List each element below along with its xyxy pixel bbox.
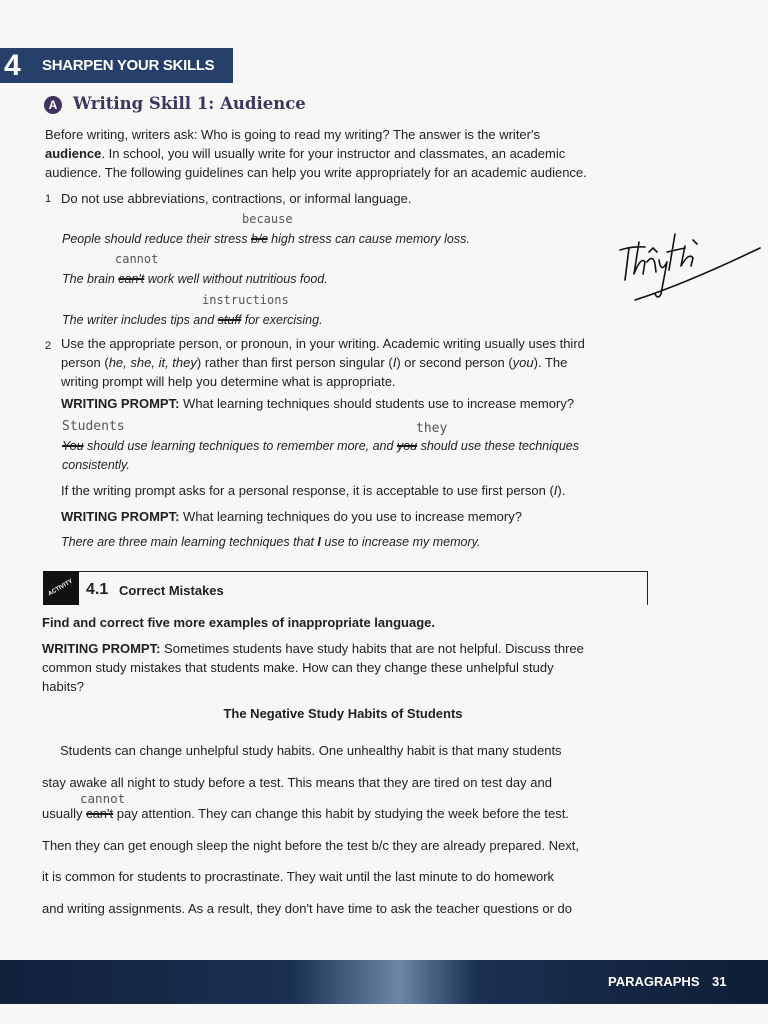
- example-sentence: You should use learning techniques to remember more, and you should use these techniques: [62, 439, 580, 453]
- handwritten-signature: [615, 222, 765, 304]
- example-sentence: The writer includes tips and stuff for exercising.: [62, 313, 323, 327]
- essay-title: The Negative Study Habits of Students: [223, 706, 463, 721]
- activity-prompt-line-2: common study mistakes that students make. How can they change these unhelpful study: [42, 660, 554, 675]
- guideline-2-line-1: Use the appropriate person, or pronoun, in your writing. Academic writing usually uses third: [61, 336, 585, 351]
- example-sentence: People should reduce their stress b/c high stress can cause memory loss.: [62, 232, 470, 246]
- guideline-1-text: Do not use abbreviations, contractions, or informal language.: [61, 191, 412, 206]
- essay-line: stay awake all night to study before a test. This means that they are tired on test day and: [42, 775, 552, 790]
- example-sentence-cont: consistently.: [62, 458, 130, 472]
- handwritten-correction: they: [416, 421, 448, 436]
- example-sentence: The brain can't work well without nutritious food.: [62, 272, 328, 286]
- essay-line: Students can change unhelpful study habits. One unhealthy habit is that many students: [60, 743, 562, 758]
- activity-prompt-line-3: habits?: [42, 679, 84, 694]
- activity-prompt-line-1: WRITING PROMPT: Sometimes students have study habits that are not helpful. Discuss three: [42, 641, 584, 656]
- intro-line-2: audience. In school, you will usually write for your instructor and classmates, an academic: [45, 146, 566, 161]
- intro-line-3: audience. The following guidelines can help you write appropriately for an academic audience.: [45, 165, 587, 180]
- essay-line: and writing assignments. As a result, they don't have time to ask the teacher questions or do: [42, 901, 572, 916]
- example-sentence: There are three main learning techniques that I use to increase my memory.: [61, 535, 481, 549]
- handwritten-correction: instructions: [202, 293, 289, 307]
- skill-badge: A: [44, 96, 62, 114]
- guideline-2-number: 2: [45, 340, 52, 352]
- writing-prompt: WRITING PROMPT: What learning techniques should students use to increase memory?: [61, 396, 574, 411]
- handwritten-correction: cannot: [115, 252, 159, 266]
- footer-chapter-label: PARAGRAPHS: [608, 974, 700, 989]
- audience-term: audience: [45, 146, 102, 161]
- section-title: SHARPEN YOUR SKILLS: [42, 57, 215, 74]
- activity-title: Correct Mistakes: [119, 583, 224, 598]
- guideline-1-number: 1: [45, 193, 52, 205]
- page-number: 31: [712, 974, 727, 989]
- intro-line-1: Before writing, writers ask: Who is going to read my writing? The answer is the writer's: [45, 127, 540, 142]
- handwritten-correction: Students: [62, 419, 125, 434]
- skill-title: Writing Skill 1: Audience: [73, 94, 306, 113]
- handwritten-correction: cannot: [80, 791, 126, 806]
- essay-line: Then they can get enough sleep the night before the test b/c they are already prepared. Next,: [42, 838, 579, 853]
- guideline-2-line-3: writing prompt will help you determine what is appropriate.: [61, 374, 396, 389]
- activity-number: 4.1: [86, 581, 109, 598]
- activity-badge: ACTIVITY: [43, 571, 79, 605]
- writing-prompt: WRITING PROMPT: What learning techniques do you use to increase memory?: [61, 509, 522, 524]
- handwritten-correction: because: [242, 212, 293, 226]
- activity-instruction: Find and correct five more examples of inappropriate language.: [42, 615, 435, 630]
- section-number: 4: [4, 49, 21, 82]
- essay-line: it is common for students to procrastinate. They wait until the last minute to do homework: [42, 869, 555, 884]
- guideline-2-line-2: person (he, she, it, they) rather than first person singular (I) or second person (you). The: [61, 355, 568, 370]
- guideline-2-note: If the writing prompt asks for a personal response, it is acceptable to use first person (I).: [61, 483, 566, 498]
- essay-line: usually can't pay attention. They can change this habit by studying the week before the test.: [42, 806, 569, 821]
